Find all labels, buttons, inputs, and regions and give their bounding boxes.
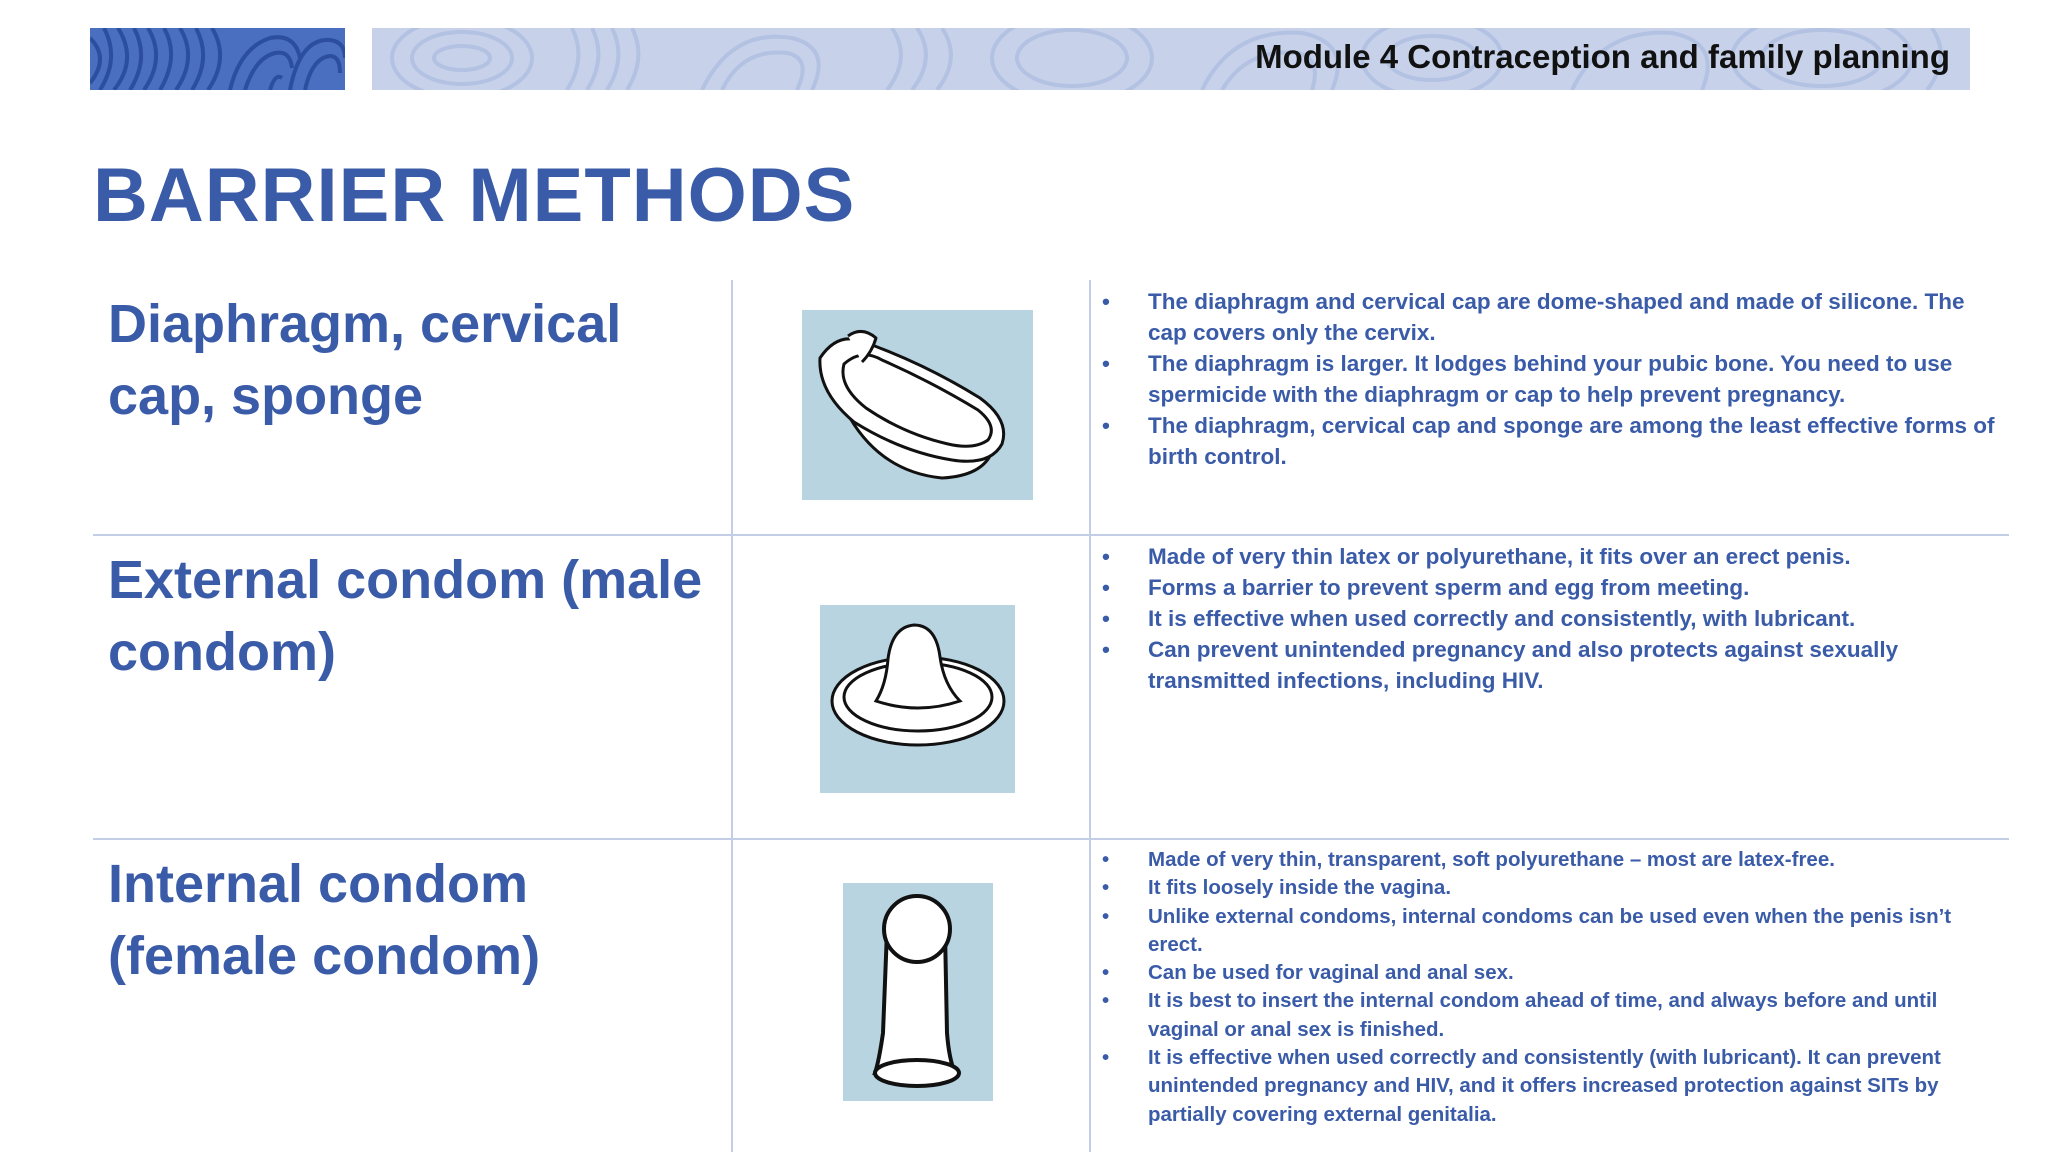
list-item: • It is best to insert the internal condom ahead of time, and always before and until vaginal or anal sex is finished. [1102, 987, 2002, 1044]
list-item: • The diaphragm, cervical cap and sponge are among the least effective forms of birth control. [1102, 410, 2002, 472]
method-title-line: condom) [108, 622, 336, 682]
banner-pattern-left [90, 28, 345, 90]
list-item: • The diaphragm is larger. It lodges behind your pubic bone. You need to use spermicide with the diaphragm or cap to help prevent pregnancy. [1102, 348, 2002, 410]
row-divider [93, 534, 2009, 536]
method-title-line: External condom (male [108, 550, 703, 610]
list-item: • Forms a barrier to prevent sperm and egg from meeting. [1102, 572, 2002, 603]
module-title: Module 4 Contraception and family planning [1255, 38, 1950, 75]
list-item: • Made of very thin, transparent, soft polyurethane – most are latex-free. [1102, 846, 2002, 874]
method-title-line: Internal condom [108, 854, 529, 914]
swirl-pattern-icon [90, 28, 345, 90]
external-condom-image [820, 605, 1015, 793]
list-item: • The diaphragm and cervical cap are dome-shaped and made of silicone. The cap covers only the cervix. [1102, 286, 2002, 348]
bullet-list-internal-condom [1102, 846, 2002, 1129]
external-condom-icon [820, 605, 1015, 793]
list-item: • Can prevent unintended pregnancy and also protects against sexually transmitted infections, including HIV. [1102, 634, 2002, 696]
method-title-line: Diaphragm, cervical [108, 294, 622, 354]
list-item: • Unlike external condoms, internal condoms can be used even when the penis isn’t erect. [1102, 903, 2002, 960]
list-item: • It is effective when used correctly and consistently (with lubricant). It can prevent unintended pregnancy and HIV, and it offers increased protection against SITs by partially covering external genitalia. [1102, 1044, 2002, 1129]
diaphragm-icon [802, 310, 1033, 500]
diaphragm-image [802, 310, 1033, 500]
internal-condom-image [843, 883, 993, 1101]
column-divider [1089, 280, 1091, 1152]
list-item: • It is effective when used correctly and consistently, with lubricant. [1102, 603, 2002, 634]
method-title-line: (female condom) [108, 926, 541, 986]
method-title-external-condom [108, 544, 708, 688]
bullet-list-external-condom [1102, 541, 2002, 696]
list-item: • Can be used for vaginal and anal sex. [1102, 959, 2002, 987]
list-item: • It fits loosely inside the vagina. [1102, 874, 2002, 902]
page-title: BARRIER METHODS [93, 153, 856, 238]
list-item: • Made of very thin latex or polyurethane, it fits over an erect penis. [1102, 541, 2002, 572]
internal-condom-icon [843, 883, 993, 1101]
method-title-line: cap, sponge [108, 366, 424, 426]
bullet-list-diaphragm [1102, 286, 2002, 472]
row-divider [93, 838, 2009, 840]
method-title-diaphragm [108, 288, 708, 432]
header-banner [372, 28, 1970, 90]
column-divider [731, 280, 733, 1152]
method-title-internal-condom [108, 848, 708, 992]
